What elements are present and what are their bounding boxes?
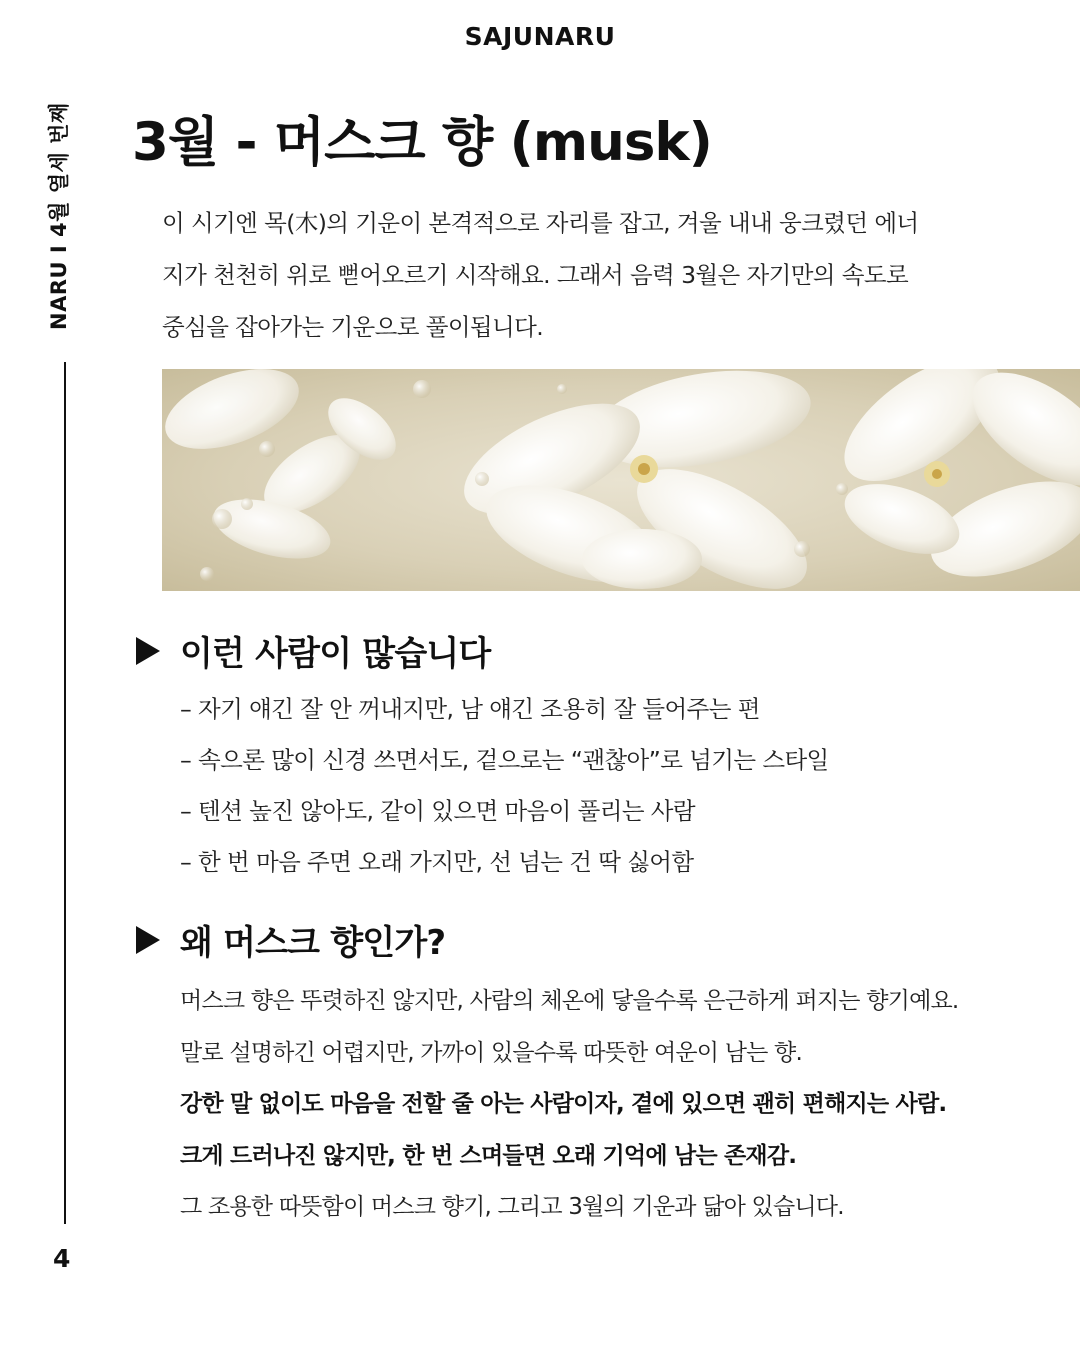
emphasis-line: 크게 드러나진 않지만, 한 번 스며들면 오래 기억에 남는 존재감. bbox=[180, 1142, 797, 1169]
paragraph-line: 말로 설명하긴 어렵지만, 가까이 있을수록 따뜻한 여운이 남는 향. bbox=[180, 1039, 802, 1066]
traits-list bbox=[180, 684, 829, 888]
list-item: – 속으론 많이 신경 쓰면서도, 겉으로는 “괜찮아”로 넘기는 스타일 bbox=[180, 746, 829, 774]
page-number: 4 bbox=[53, 1244, 71, 1273]
list-item: – 한 번 마음 주면 오래 가지만, 선 넘는 건 딱 싫어함 bbox=[180, 848, 694, 876]
side-divider bbox=[64, 362, 66, 1224]
paragraph-line: 머스크 향은 뚜렷하진 않지만, 사람의 체온에 닿을수록 은근하게 퍼지는 향기예요. bbox=[180, 988, 959, 1014]
list-item: – 텐션 높진 않아도, 같이 있으면 마음이 풀리는 사람 bbox=[180, 797, 695, 825]
triangle-bullet-icon bbox=[136, 637, 160, 665]
emphasis-line: 강한 말 없이도 마음을 전할 줄 아는 사람이자, 곁에 있으면 괜히 편해지는 사람. bbox=[180, 1091, 947, 1117]
intro-line: 지가 천천히 위로 뻗어오르기 시작해요. 그래서 음력 3월은 자기만의 속도로 bbox=[162, 261, 909, 289]
intro-line: 중심을 잡아가는 기운으로 풀이됩니다. bbox=[162, 313, 544, 341]
section-heading-text: 왜 머스크 향인가? bbox=[180, 923, 446, 963]
section-heading-text: 이런 사람이 많습니다 bbox=[180, 634, 491, 674]
hero-flower-image bbox=[162, 369, 1080, 591]
why-paragraph bbox=[180, 976, 958, 1234]
brand-header: SAJUNARU bbox=[464, 22, 616, 51]
paragraph-line: 그 조용한 따뜻함이 머스크 향기, 그리고 3월의 기운과 닮아 있습니다. bbox=[180, 1194, 844, 1220]
section-heading-traits bbox=[136, 626, 490, 675]
section-heading-why bbox=[136, 915, 445, 964]
intro-paragraph bbox=[162, 197, 1042, 353]
intro-line: 이 시기엔 목(木)의 기운이 본격적으로 자리를 잡고, 겨울 내내 웅크렸던 에너 bbox=[162, 209, 919, 237]
side-label: NARU I 4월 열세 번째 bbox=[47, 102, 71, 330]
page-title: 3월 - 머스크 향 (musk) bbox=[132, 112, 712, 173]
triangle-bullet-icon bbox=[136, 926, 160, 954]
list-item: – 자기 얘긴 잘 안 꺼내지만, 남 얘긴 조용히 잘 들어주는 편 bbox=[180, 695, 760, 723]
